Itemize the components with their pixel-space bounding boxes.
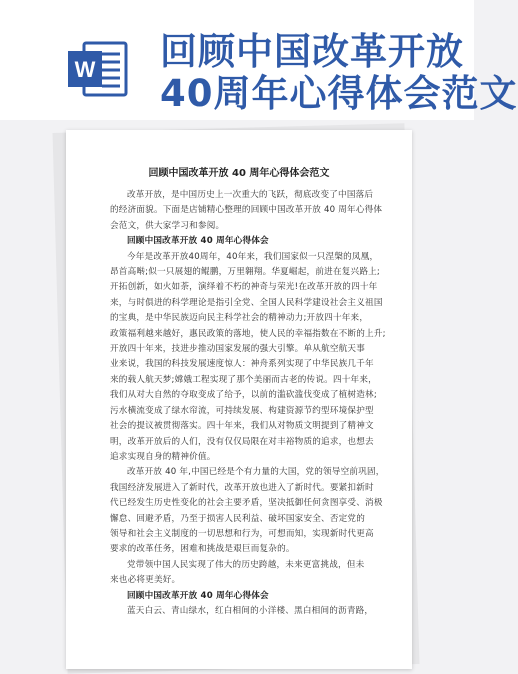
document-title: 回顾中国改革开放 40 周年心得体会范文: [148, 168, 330, 179]
banner: [0, 0, 518, 120]
text-line: 改革开放 40 年,中国已经是个有力量的大国，党的领导空前巩固，: [127, 467, 385, 478]
text-line: 的经济面貌。下面是店铺精心整理的回顾中国改革开放 40 周年心得体: [110, 205, 383, 216]
text-line: 开拓创新，如火如荼，演绎着不朽的神奇与荣光!在改革开放的四十年: [110, 282, 378, 293]
text-line: 开放四十年来，技进步推动国家发展的强大引擎。单从航空航天事: [110, 344, 366, 355]
text-line: 来，与时俱进的科学理论是指引全党、全国人民科学建设社会主义祖国: [110, 297, 383, 308]
text-line: 追求实现自身的精神价值。: [110, 451, 216, 462]
banner-title-line-1: 回顾中国改革开放: [160, 30, 464, 73]
text-line: 今年是改革开放40周年，40年来，我们国家似一只涅槃的凤凰，: [127, 251, 379, 262]
text-line: 明，改革开放后的人们，没有仅仅局限在对丰裕物质的追求，也想去: [110, 436, 374, 447]
text-line: 昂首高啭;似一只展翅的鲲鹏，万里翱翔。华夏崛起，前进在复兴路上;: [110, 267, 381, 278]
text-line: 来的载人航天梦;嫦娥工程实现了那个美丽而古老的传说。四十年来，: [110, 374, 377, 385]
section-heading: 回顾中国改革开放 40 周年心得体会: [127, 236, 269, 247]
intro-paragraph: [110, 188, 383, 234]
text-line: 的宝典，是中华民族迈向民主科学社会的精神动力;开放四十年来，: [110, 313, 369, 324]
text-line: 社会的提议被贯彻落实。四十年来，我们从对物质文明提到了精神文: [110, 421, 374, 432]
text-line: 代已经发生历史性变化的社会主要矛盾，坚决抵御任何贪图享受、消极: [110, 498, 383, 509]
document-body: [110, 188, 386, 619]
text-line: 领导和社会主义制度的一切思想和行为，可想而知，实现新时代更高: [110, 528, 374, 539]
text-line: 要求的改革任务，困难和挑战是艰巨而复杂的。: [110, 544, 295, 555]
word-logo-letter: W: [74, 57, 96, 82]
banner-title-line-2: 40周年心得体会范文: [160, 72, 518, 115]
text-line: 党带领中国人民实现了伟大的历史跨越，未来更富挑战，但未: [127, 559, 365, 570]
text-line: 蓝天白云、青山绿水，红白相间的小洋楼、黑白相间的沥青路，: [127, 605, 374, 616]
document-page: [66, 130, 412, 669]
section-heading: 回顾中国改革开放 40 周年心得体会: [127, 590, 269, 601]
body-paragraph: [110, 604, 372, 619]
body-paragraph: [110, 250, 386, 466]
body-paragraph: [110, 558, 372, 589]
text-line: 业来说，我国的科技发展速度惊人：神舟系列实现了中华民族几千年: [110, 359, 374, 370]
text-line: 我国经济发展进入了新时代，改革开放也进入了新时代。要紧扣新时: [110, 482, 374, 493]
text-line: 懈怠、回避矛盾，乃至于损害人民利益、破坏国家安全、否定党的: [110, 513, 366, 524]
text-line: 改革开放，是中国历史上一次重大的飞跃，彻底改变了中国落后: [127, 190, 374, 200]
text-line: 会范文，供大家学习和参阅。: [110, 220, 225, 231]
banner-title: [160, 30, 518, 115]
text-line: 我们从对大自然的夺取变成了给予，以前的滥砍滥伐变成了植树造林;: [110, 390, 377, 401]
text-line: 污水横流变成了绿水帘流，可持续发展、构建资源节约型环境保护型: [110, 405, 374, 416]
text-line: 政策福利越来越好，惠民政策的落地，使人民的幸福指数在不断的上升;: [110, 328, 386, 339]
text-line: 来也必将更美好。: [110, 575, 181, 586]
body-paragraph: [110, 465, 385, 557]
word-document-icon: [66, 39, 130, 99]
